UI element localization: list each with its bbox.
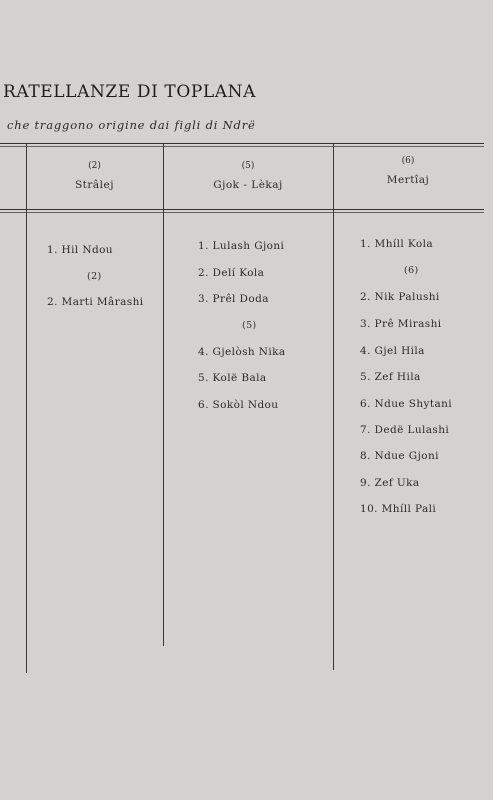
column-mertiaj [360, 238, 484, 528]
list-item: 8. Ndue Gjoni [360, 450, 439, 462]
list-item: 5. Kolë Bala [198, 372, 267, 384]
list-item: 9. Zef Uka [360, 477, 420, 489]
header-bottom-rule [0, 209, 484, 210]
list-item: 5. Zef Hila [360, 371, 421, 383]
list-item: 3. Prê Mirashi [360, 318, 442, 330]
header-name: Mertîaj [386, 174, 430, 186]
list-item: 1. Mhíll Kola [360, 238, 433, 250]
list-item: 1. Hil Ndou [47, 244, 113, 256]
list-item: 10. Mhíll Pali [360, 503, 437, 515]
list-item: 6. Sokòl Ndou [198, 399, 279, 411]
list-subcount: (5) [242, 320, 257, 331]
list-item: 4. Gjel Hila [360, 345, 425, 357]
list-subcount: (2) [87, 271, 102, 282]
list-item: 2. Nik Palushi [360, 291, 440, 303]
page-subtitle: che traggono origine dai figli di Ndrë [7, 118, 256, 132]
header-bottom-rule-double [0, 212, 484, 213]
list-item: 2. Delí Kola [198, 267, 265, 279]
column-divider-right [333, 143, 334, 670]
column-gjok-lekaj [198, 240, 328, 420]
header-count: (2) [88, 161, 101, 171]
header-count: (5) [241, 161, 255, 171]
list-item: 2. Marti Mârashi [47, 296, 144, 308]
header-cell-stralej [26, 162, 163, 191]
list-item: 7. Dedë Lulashi [360, 424, 450, 436]
header-cell-gjok-lekaj [163, 162, 333, 191]
column-divider-left [26, 143, 27, 673]
list-item: 1. Lulash Gjoni [198, 240, 285, 252]
list-item: 4. Gjelòsh Nika [198, 346, 286, 358]
header-name: Strâlej [74, 179, 115, 191]
page-title: RATELLANZE DI TOPLANA [3, 82, 257, 102]
header-cell-mertiaj [333, 157, 483, 186]
column-stralej [47, 244, 157, 324]
list-subcount: (6) [404, 265, 419, 276]
header-name: Gjok - Lèkaj [213, 179, 283, 191]
list-item: 6. Ndue Shytani [360, 398, 453, 410]
table-top-rule-double [0, 146, 484, 147]
column-divider-middle [163, 143, 164, 646]
list-item: 3. Prêl Doda [198, 293, 269, 305]
table-top-rule [0, 143, 484, 144]
header-count: (6) [401, 156, 415, 166]
